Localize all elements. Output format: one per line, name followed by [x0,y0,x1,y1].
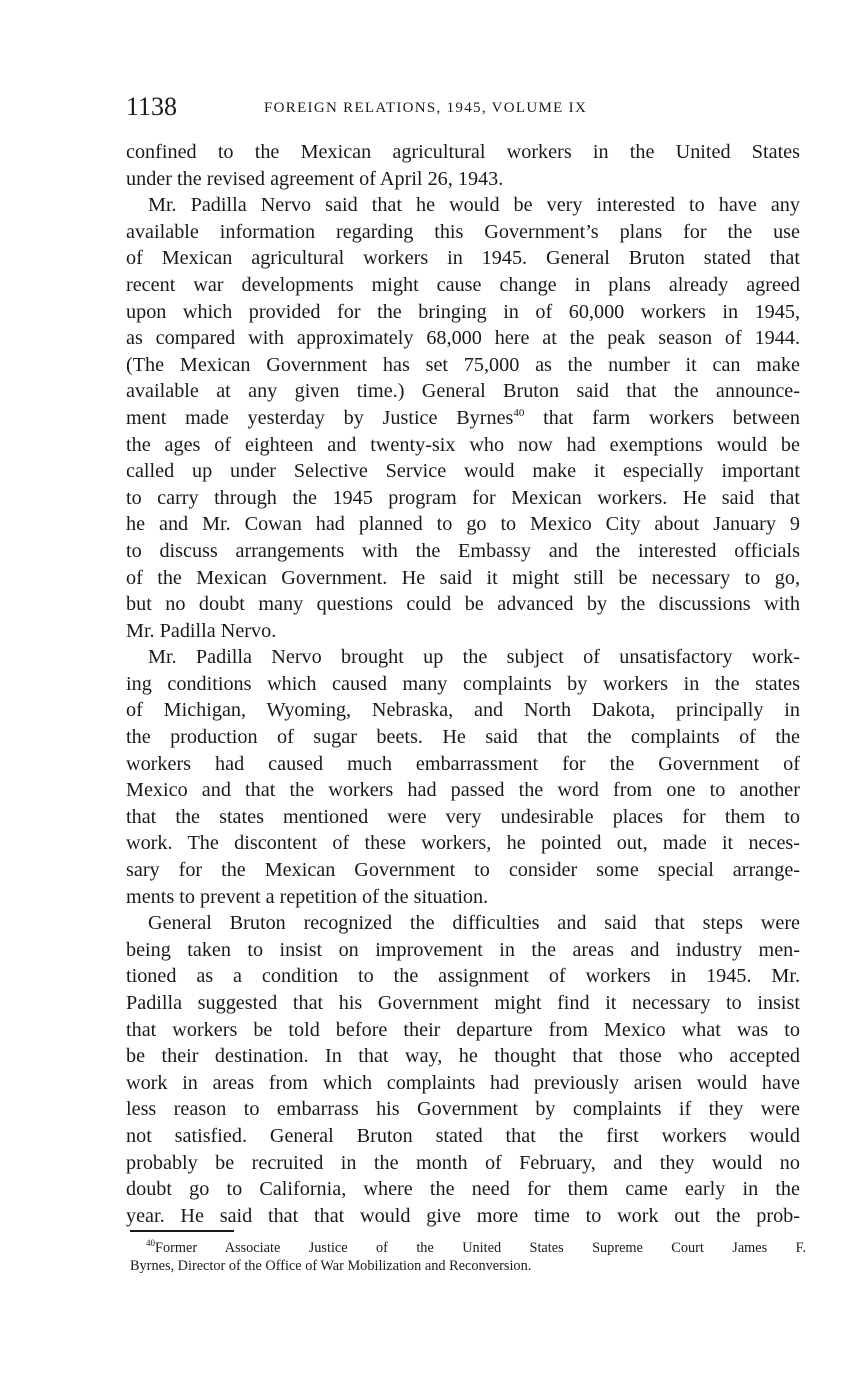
text-line: (The Mexican Government has set 75,000 as the number it can make [126,353,800,376]
text-line: available information regarding this Government’s plans for the use [126,220,800,243]
footnote-reference: 40 [513,406,525,419]
text-segment: ment made yesterday by Justice Byrnes [126,406,514,429]
footnote [130,1239,806,1275]
text-line: not satisfied. General Bruton stated that the first workers would [126,1124,800,1147]
footnote-text: Former Associate Justice of the United States Supreme Court James F. [155,1240,806,1256]
text-line: work. The discontent of these workers, he pointed out, made it neces- [126,832,800,855]
text-line: of the Mexican Government. He said it might still be necessary to go, [126,566,800,589]
text-line: doubt go to California, where the need for them came early in the [126,1178,800,1201]
text-line: workers had caused much embarrassment for the Government of [126,752,800,775]
text-line: tioned as a condition to the assignment of workers in 1945. Mr. [126,965,800,988]
running-header [126,92,806,126]
text-line: that workers be told before their departure from Mexico what was to [126,1018,800,1041]
text-line: being taken to insist on improvement in the areas and industry men- [126,938,800,961]
footnote-line [130,1239,806,1257]
text-line: to carry through the 1945 program for Mexican workers. He said that [126,486,800,509]
text-line: probably be recruited in the month of February, and they would no [126,1151,800,1174]
text-line: the ages of eighteen and twenty-six who now had exemptions would be [126,433,800,456]
text-line: Mr. Padilla Nervo. [126,619,277,642]
text-line: that the states mentioned were very undesirable places for them to [126,805,800,828]
text-line: sary for the Mexican Government to consider some special arrange- [126,859,800,882]
text-line: less reason to embarrass his Government by complaints if they were [126,1098,800,1121]
text-line: to discuss arrangements with the Embassy and the interested officials [126,539,800,562]
text-line: under the revised agreement of April 26, 1943. [126,167,504,190]
text-line: recent war developments might cause change in plans already agreed [126,273,800,296]
text-line: called up under Selective Service would make it especially important [126,460,800,483]
text-line: of Mexican agricultural workers in 1945. General Bruton stated that [126,247,800,270]
footnote-rule [130,1230,234,1232]
text-line: ing conditions which caused many complaints by workers in the states [126,672,800,695]
running-title: FOREIGN RELATIONS, 1945, VOLUME IX [264,100,588,116]
text-line: work in areas from which complaints had previously arisen would have [126,1071,800,1094]
text-line: Mr. Padilla Nervo said that he would be very interested to have any [148,194,800,217]
text-line: but no doubt many questions could be advanced by the discussions with [126,593,800,616]
text-line: of Michigan, Wyoming, Nebraska, and North Dakota, principally in [126,699,800,722]
text-line [126,405,800,432]
text-line: be their destination. In that way, he thought that those who accepted [126,1045,800,1068]
footnote-line: Byrnes, Director of the Office of War Mobilization and Reconversion. [130,1258,532,1274]
footnote-marker: 40 [146,1238,155,1248]
text-line: Mr. Padilla Nervo brought up the subject of unsatisfactory work- [148,646,800,669]
page-number: 1138 [126,92,178,121]
text-line: General Bruton recognized the difficulties and said that steps were [148,912,800,935]
text-line: year. He said that that would give more time to work out the prob- [126,1204,800,1227]
text-line: as compared with approximately 68,000 here at the peak season of 1944. [126,327,800,350]
text-segment: that farm workers between [524,406,800,429]
text-line: Mexico and that the workers had passed the word from one to another [126,779,800,802]
text-line: the production of sugar beets. He said that the complaints of the [126,726,800,749]
text-line: available at any given time.) General Bruton said that the announce- [126,380,800,403]
text-line: confined to the Mexican agricultural workers in the United States [126,141,800,163]
body-text [126,139,800,1229]
text-line: Padilla suggested that his Government might find it necessary to insist [126,992,800,1014]
text-line: upon which provided for the bringing in of 60,000 workers in 1945, [126,300,800,323]
text-line: ments to prevent a repetition of the situation. [126,885,489,908]
text-line: he and Mr. Cowan had planned to go to Mexico City about January 9 [126,513,800,536]
